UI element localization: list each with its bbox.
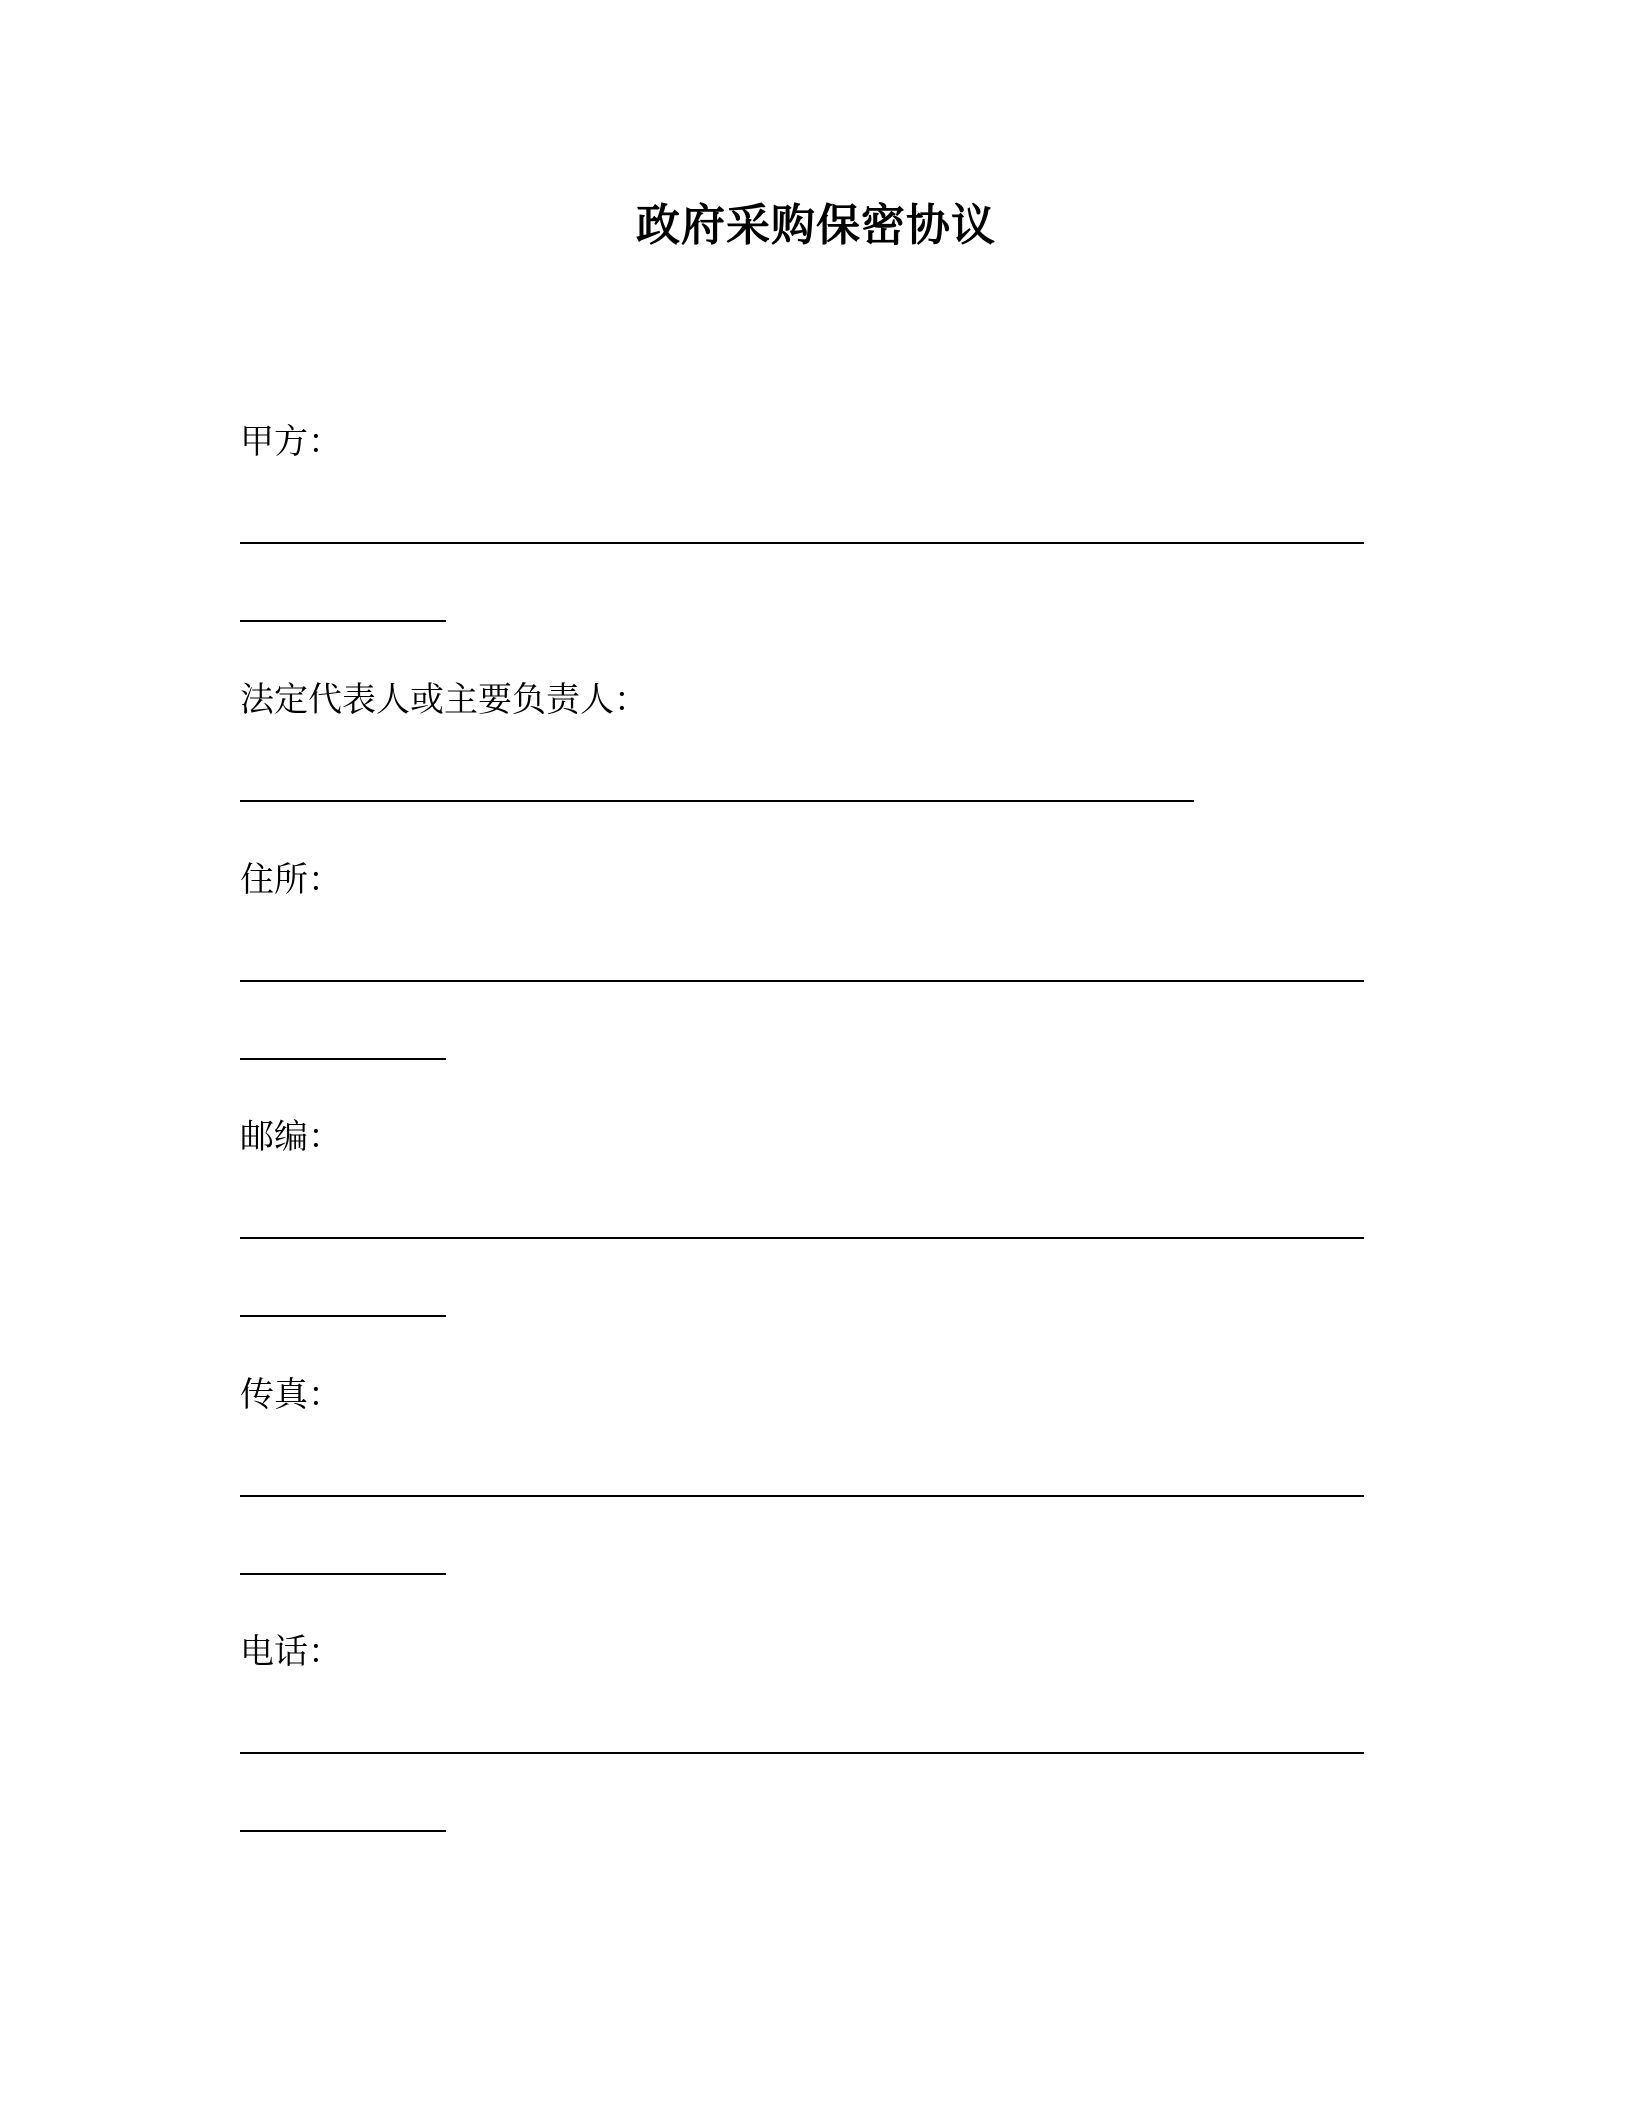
field-label-phone: 电话： — [240, 1632, 342, 1672]
blank-line — [240, 1058, 446, 1060]
field-label-postal-code: 邮编： — [240, 1117, 342, 1157]
blank-line — [240, 542, 1364, 544]
blank-line — [240, 980, 1364, 982]
field-label-party-a: 甲方： — [240, 422, 342, 462]
blank-line — [240, 1315, 446, 1317]
blank-line — [240, 1573, 446, 1575]
blank-line — [240, 1830, 446, 1832]
blank-line — [240, 1495, 1364, 1497]
blank-line — [240, 1752, 1364, 1754]
field-label-address: 住所： — [240, 860, 342, 900]
field-label-legal-representative: 法定代表人或主要负责人： — [240, 680, 648, 720]
blank-line — [240, 800, 1194, 802]
blank-line — [240, 1237, 1364, 1239]
document-title: 政府采购保密协议 — [636, 200, 996, 251]
field-label-fax: 传真： — [240, 1375, 342, 1415]
blank-line — [240, 620, 446, 622]
